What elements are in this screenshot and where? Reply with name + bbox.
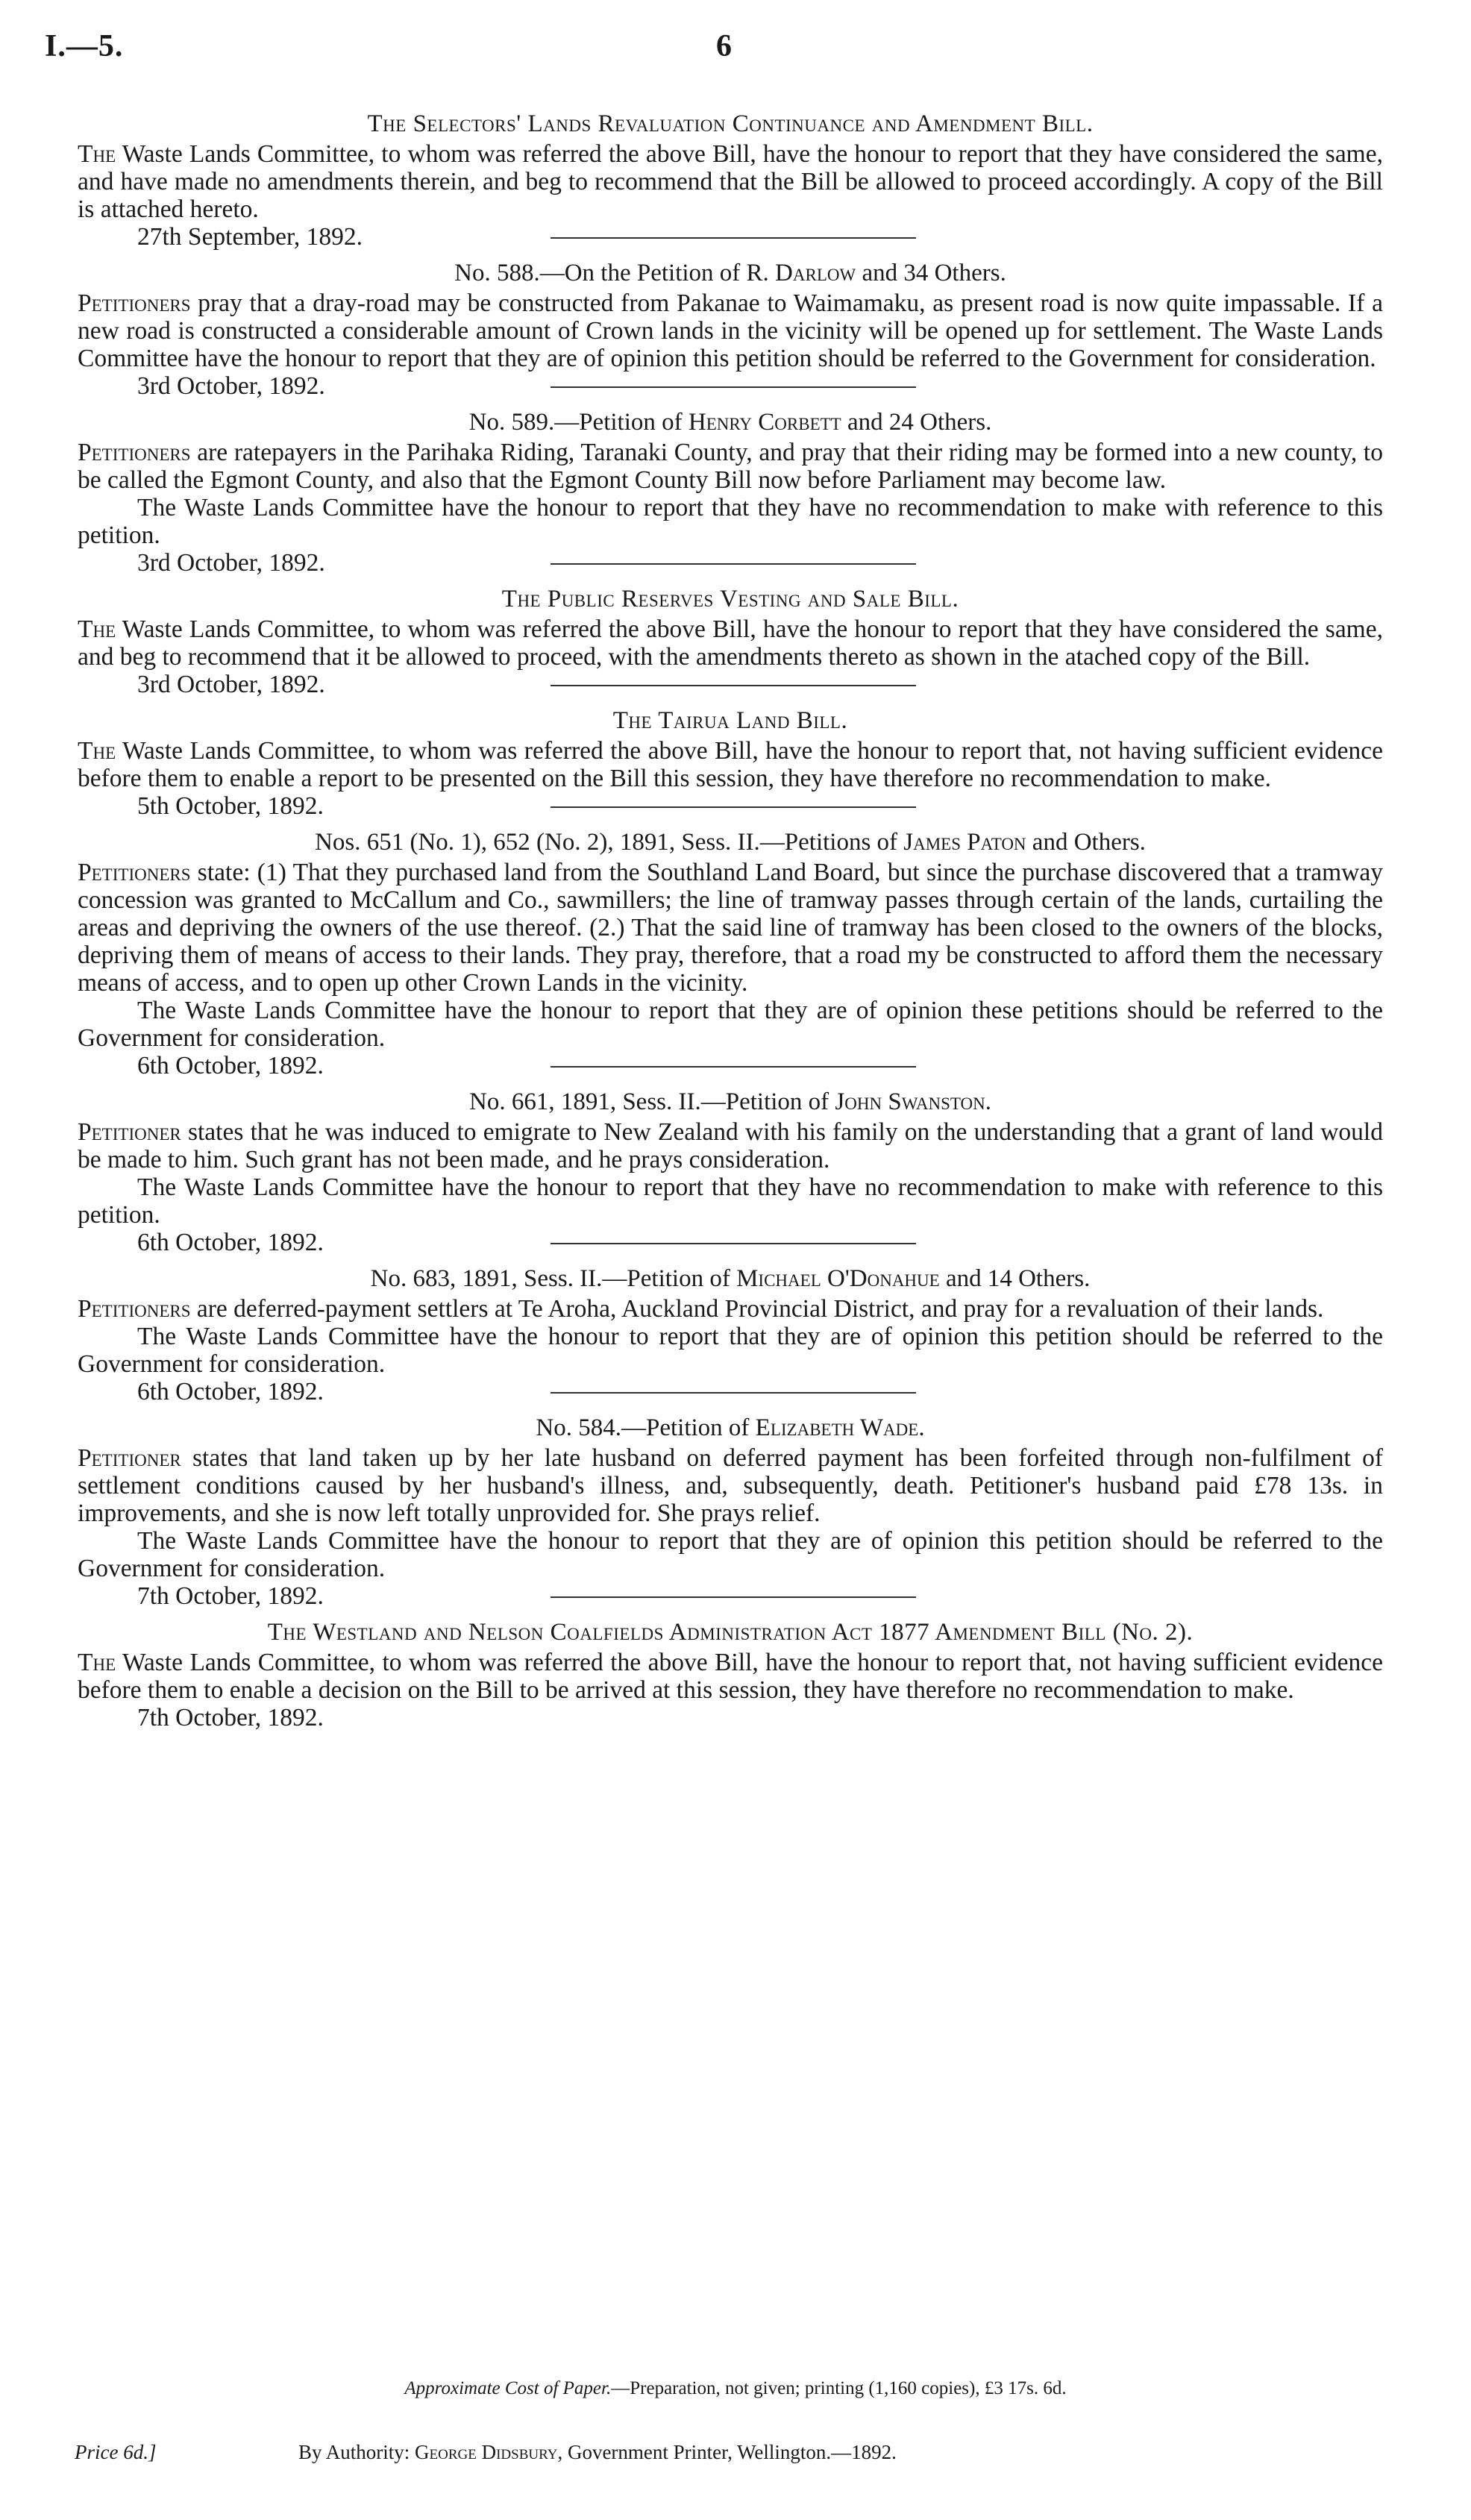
section-paragraph [78,439,1383,494]
report-section [78,1087,1383,1256]
report-section [78,1264,1383,1405]
report-section [78,258,1383,400]
section-paragraph [78,1118,1383,1173]
heading-prefix: No. 683, 1891, Sess. II.—Petition of [370,1265,737,1292]
section-heading: The Public Reserves Vesting and Sale Bill. [501,586,959,612]
price-note: Price 6d.] [75,2441,157,2463]
section-paragraph [78,494,1383,549]
section-date: 6th October, 1892. [137,1378,324,1405]
section-date: 7th October, 1892. [137,1582,324,1610]
paragraph-text: are deferred-payment settlers at Te Aroha, Auckland Provincial District, and pray for a revaluation of their lands. [190,1295,1324,1323]
heading-prefix: Nos. 651 (No. 1), 652 (No. 2), 1891, Sess. II.—Petitions of [315,829,904,856]
paragraph-text: The Waste Lands Committee have the honour to report that they have no recommendation to make with reference to this petition. [78,494,1383,549]
document-reference: I.—5. [45,29,124,63]
section-heading [78,1087,1383,1117]
section-date: 3rd October, 1892. [137,372,325,400]
paragraph-text: states that he was induced to emigrate to New Zealand with his family on the understanding that a grant of land would be made to him. Such grant has not been made, and he prays consideration. [78,1118,1383,1173]
section-divider [551,1392,916,1394]
section-divider [551,237,916,239]
paragraph-text: states that land taken up by her late husband on deferred payment has been forfeited through non-fulfilment of settlement conditions caused by her husband's illness, and, subsequently, death. Petitioner's husband paid £78 13s. in improvements, and she is now left totally unprovided for. She prays relief. [78,1444,1383,1527]
section-paragraph [78,997,1383,1052]
section-date: 5th October, 1892. [137,792,324,820]
section-paragraph [78,859,1383,997]
section-paragraph [78,289,1383,372]
section-paragraph [78,615,1383,671]
paragraph-lead: Petitioner [78,1118,181,1146]
section-paragraph [78,1173,1383,1229]
section-divider [551,1596,916,1598]
paragraph-text: Waste Lands Committee, to whom was referred the above Bill, have the honour to report that they have considered the same, and beg to recommend that it be allowed to proceed, with the amendments thereto as shown in the atached copy of the Bill. [78,615,1383,671]
section-paragraph [78,140,1383,223]
section-divider [551,685,916,686]
printer-name: George Didsbury [415,2441,558,2463]
cost-text: —Preparation, not given; printing (1,160 copies), £3 17s. 6d. [611,2378,1067,2398]
paragraph-lead: Petitioner [78,1444,181,1472]
paragraph-text: The Waste Lands Committee have the honour to report that they are of opinion this petition should be referred to the Government for consideration. [78,1527,1383,1582]
paragraph-text: The Waste Lands Committee have the honour to report that they are of opinion these petitions should be referred to the Government for consideration. [78,997,1383,1052]
paragraph-text: are ratepayers in the Parihaka Riding, Taranaki County, and pray that their riding may be formed into a new county, to be called the Egmont County, and also that the Egmont County Bill now before Parliament may become law. [78,439,1383,494]
petitioner-name: Elizabeth Wade. [755,1414,925,1441]
petitioner-name: Darlow [775,260,856,286]
page-number: 6 [716,29,732,63]
paragraph-lead: The [78,1649,116,1676]
paragraph-text: Waste Lands Committee, to whom was referred the above Bill, have the honour to report that, not having sufficient evidence before them to enable a report to be presented on the Bill this session, they have therefore no recommendation to make. [78,737,1383,792]
heading-prefix: No. 589.—Petition of [468,409,689,436]
section-paragraph [78,737,1383,792]
section-heading: The Westland and Nelson Coalfields Administration Act 1877 Amendment Bill (No. 2). [267,1619,1194,1646]
section-paragraph [78,1649,1383,1704]
section-paragraph [78,1527,1383,1582]
section-paragraph [78,1444,1383,1527]
section-date: 6th October, 1892. [137,1052,324,1079]
heading-prefix: No. 588.—On the Petition of R. [454,260,776,286]
authority-prefix: By Authority: [298,2441,415,2463]
section-heading: The Selectors' Lands Revaluation Continuance and Amendment Bill. [367,110,1094,137]
report-section [78,407,1383,577]
section-divider [551,806,916,808]
paragraph-lead: The [78,615,116,643]
section-divider [551,386,916,388]
authority-line [298,2441,897,2464]
paragraph-lead: The [78,140,116,168]
section-heading: The Tairua Land Bill. [612,707,848,734]
report-section [78,584,1383,698]
paragraph-text: Waste Lands Committee, to whom was referred the above Bill, have the honour to report that they have considered the same, and have made no amendments therein, and beg to recommend that the Bill be allowed to proceed accordingly. A copy of the Bill is attached hereto. [78,140,1383,223]
heading-suffix: and 24 Others. [841,409,992,436]
cost-note [0,2378,1471,2399]
heading-suffix: and 34 Others. [856,260,1006,286]
section-date: 3rd October, 1892. [137,549,325,577]
section-heading [78,1413,1383,1443]
petitioner-name: Michael O'Donahue [736,1265,940,1292]
report-section [78,1413,1383,1610]
paragraph-lead: Petitioners [78,289,191,317]
section-divider [551,563,916,565]
paragraph-text: The Waste Lands Committee have the honour to report that they are of opinion this petition should be referred to the Government for consideration. [78,1323,1383,1378]
section-paragraph [78,1323,1383,1378]
paragraph-text: state: (1) That they purchased land from the Southland Land Board, but since the purchase discovered that a tramway concession was granted to McCallum and Co., sawmillers; the line of tramway passes through certain of the lands, curtailing the areas and depriving the owners of the use thereof. (2.) That the said line of tramway has been closed to the owners of the blocks, depriving them of means of access to their lands. They pray, therefore, that a road my be constructed to afford them the necessary means of access, and to open up other Crown Lands in the vicinity. [78,859,1383,997]
petitioner-name: James Paton [903,829,1026,856]
petitioner-name: John Swanston. [835,1088,991,1115]
paragraph-text: pray that a dray-road may be constructed from Pakanae to Waimamaku, as present road is now quite impassable. If a new road is constructed a considerable amount of Crown lands in the vicinity will be opened up for settlement. The Waste Lands Committee have the honour to report that they are of opinion this petition should be referred to the Government for consideration. [78,289,1383,372]
paragraph-text: The Waste Lands Committee have the honour to report that they have no recommendation to make with reference to this petition. [78,1173,1383,1229]
paragraph-lead: Petitioners [78,1295,191,1323]
paragraph-text: Waste Lands Committee, to whom was referred the above Bill, have the honour to report that, not having sufficient evidence before them to enable a decision on the Bill to be arrived at this session, they have therefore no recommendation to make. [78,1649,1383,1704]
section-paragraph [78,1295,1383,1323]
section-date: 27th September, 1892. [137,223,363,251]
paragraph-lead: Petitioners [78,859,191,886]
report-section [78,706,1383,820]
document-body [78,104,1383,1731]
section-heading [78,407,1383,437]
paragraph-lead: The [78,737,116,765]
paragraph-lead: Petitioners [78,439,191,466]
heading-suffix: and 14 Others. [939,1265,1091,1292]
heading-suffix: and Others. [1026,829,1146,856]
heading-prefix: No. 661, 1891, Sess. II.—Petition of [469,1088,835,1115]
heading-prefix: No. 584.—Petition of [536,1414,756,1441]
cost-label: Approximate Cost of Paper. [404,2378,612,2398]
report-section [78,1617,1383,1731]
section-heading [78,258,1383,288]
section-date: 3rd October, 1892. [137,671,325,698]
section-divider [551,1243,916,1244]
petitioner-name: Henry Corbett [688,409,841,436]
section-heading [78,827,1383,857]
report-section [78,109,1383,251]
authority-suffix: , Government Printer, Wellington.—1892. [557,2441,897,2463]
report-section [78,827,1383,1079]
section-divider [551,1066,916,1068]
section-heading [78,1264,1383,1294]
section-date: 7th October, 1892. [137,1704,324,1731]
section-date: 6th October, 1892. [137,1229,324,1256]
